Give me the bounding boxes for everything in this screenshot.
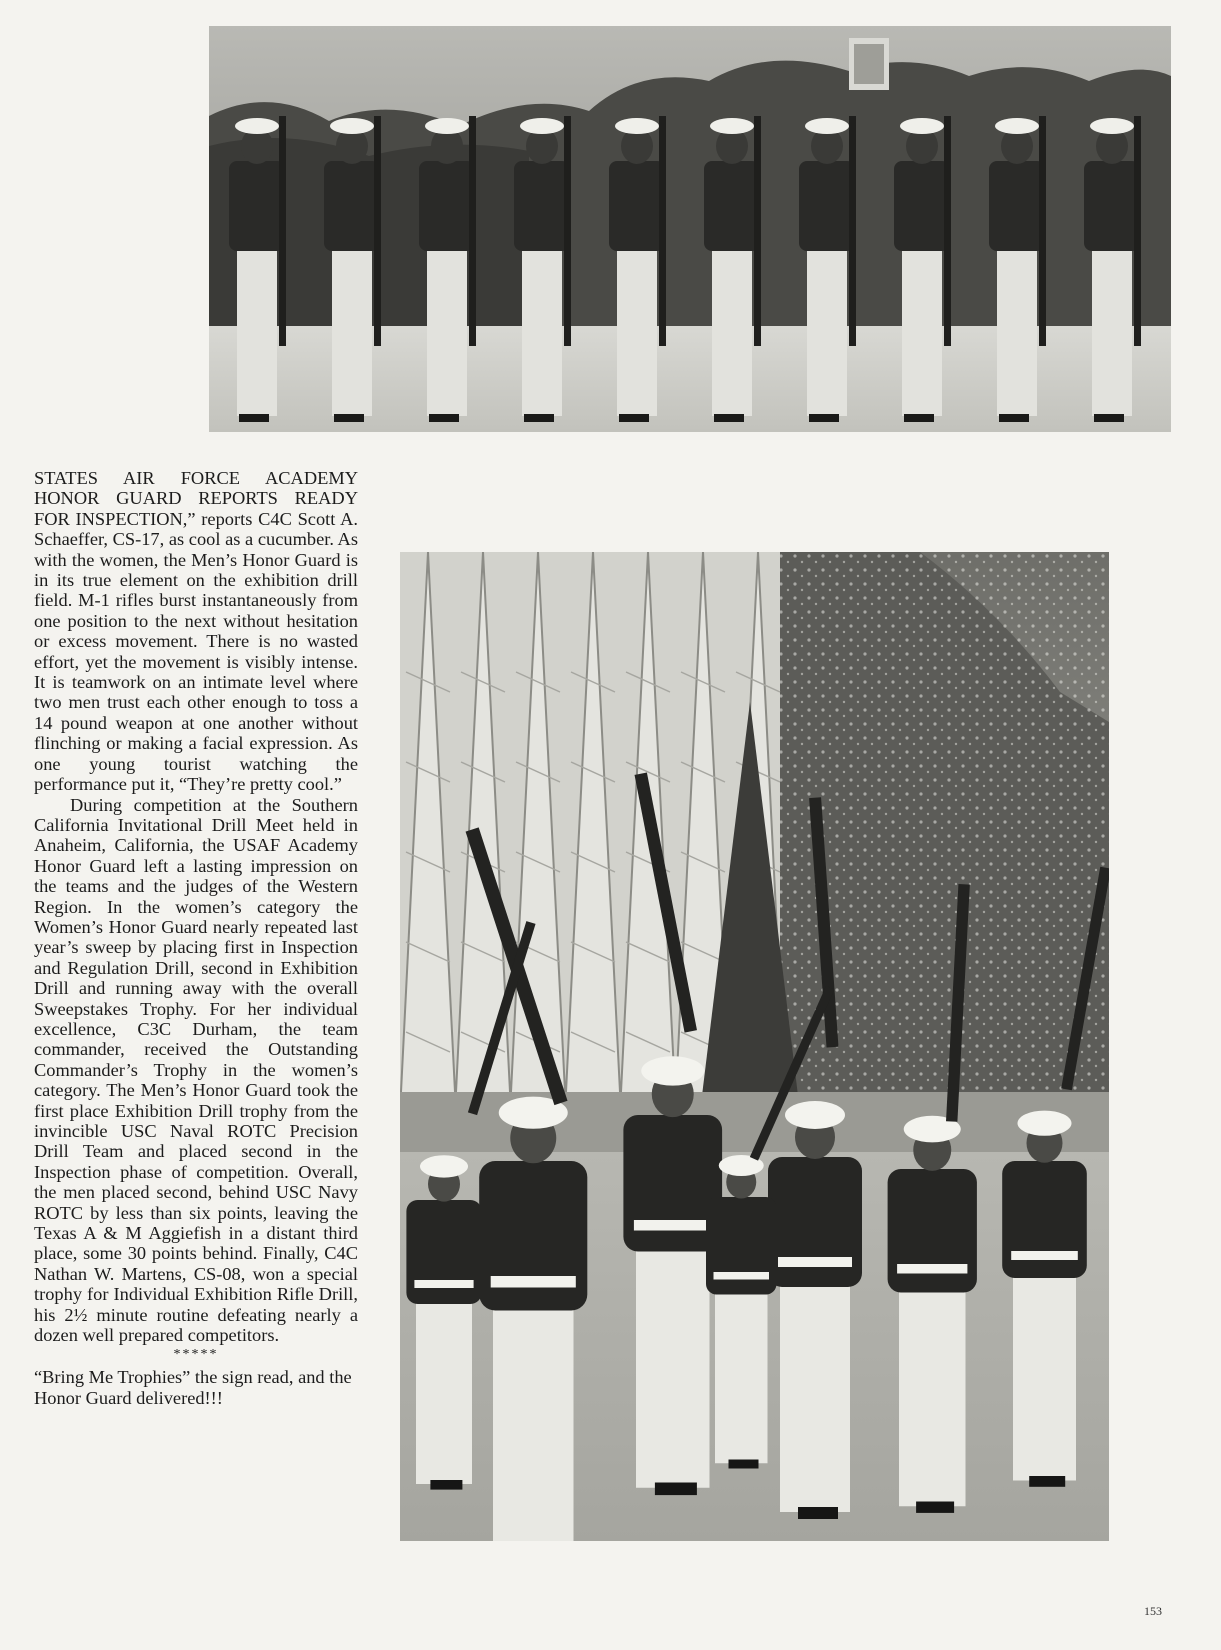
closing-paragraph: “Bring Me Trophies” the sign read, and the Honor Guard delivered!!! bbox=[34, 1367, 352, 1408]
article-body bbox=[34, 468, 358, 1408]
article-paragraph: STATES AIR FORCE ACADEMY HONOR GUARD REPORTS READY FOR INSPECTION,” reports C4C Scott A. Schaeffer, CS-17, as cool as a cucumber. As with the women, the Men’s Honor Guard is in its true element on the exhibition drill field. M-1 rifles burst instantaneously from one position to the next without hesitation or excess movement. There is no wasted effort, yet the movement is visibly intense. It is teamwork on an intimate level where two men trust each other enough to toss a 14 pound weapon at one another without flinching or making a facial expression. As one young tourist watching the performance put it, “They’re pretty cool.” bbox=[34, 468, 358, 795]
exhibition-drill-photo bbox=[400, 552, 1109, 1541]
page-number: 153 bbox=[1144, 1604, 1162, 1618]
honor-guard-lineup-photo bbox=[209, 26, 1171, 432]
article-paragraph: During competition at the Southern California Invitational Drill Meet held in Anaheim, California, the USAF Academy Honor Guard left a lasting impression on the teams and the judges of the Western Region. In the women’s category the Women’s Honor Guard nearly repeated last year’s sweep by placing first in Inspection and Regulation Drill, second in Exhibition Drill and running away with the overall Sweepstakes Trophy. For her individual excellence, C3C Durham, the team commander, received the Outstanding Commander’s Trophy in the women’s category. The Men’s Honor Guard took the first place Exhibition Drill trophy from the invincible USC Naval ROTC Precision Drill Team and placed second in the Inspection phase of competition. Overall, the men placed second, behind USC Navy ROTC by less than six points, leaving the Texas A & M Aggiefish in a distant third place, some 30 points behind. Finally, C4C Nathan W. Martens, CS-08, won a special trophy for Individual Exhibition Rifle Drill, his 2½ minute routine defeating nearly a dozen well prepared competitors. bbox=[34, 794, 358, 1346]
section-separator: ***** bbox=[173, 1347, 219, 1363]
